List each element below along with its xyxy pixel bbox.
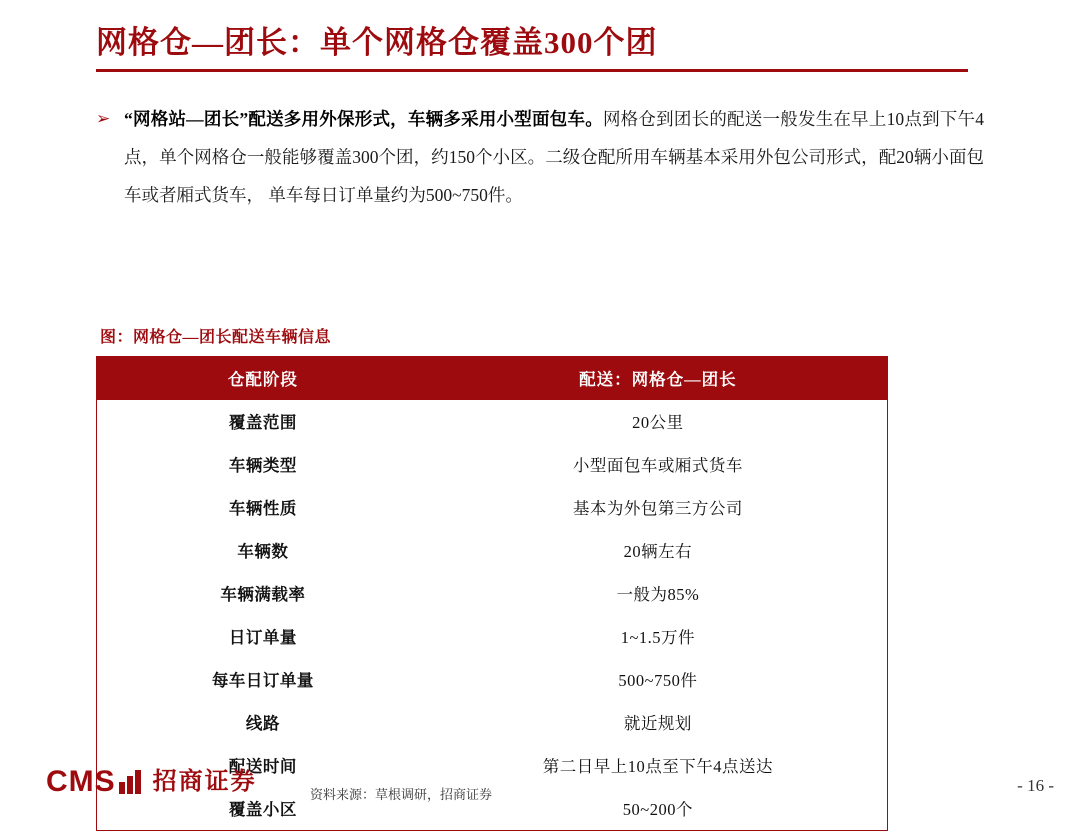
bullet-text <box>124 100 984 214</box>
row-value: 基本为外包第三方公司 <box>572 499 743 518</box>
row-value: 50~200个 <box>622 800 693 819</box>
table-row <box>97 400 887 443</box>
page-number: - 16 - <box>1017 776 1054 795</box>
row-label: 车辆数 <box>237 542 289 561</box>
source-note: 资料来源：草根调研，招商证券 <box>310 787 493 802</box>
table-row <box>97 658 887 701</box>
row-label: 日订单量 <box>228 628 297 647</box>
row-value: 第二日早上10点至下午4点送达 <box>542 757 774 776</box>
page-title: 网格仓—团长：单个网格仓覆盖300个团 <box>96 25 658 60</box>
figure-caption: 图：网格仓—团长配送车辆信息 <box>100 329 332 346</box>
table-row <box>97 443 887 486</box>
row-value: 就近规划 <box>623 714 692 733</box>
bullet-marker-icon: ➢ <box>96 109 111 128</box>
bullet-paragraph <box>96 100 984 214</box>
table-row <box>97 701 887 744</box>
logo-bars-icon <box>119 770 145 794</box>
row-value: 20公里 <box>632 413 684 432</box>
row-value: 1~1.5万件 <box>620 628 696 647</box>
title-block <box>96 24 996 72</box>
row-label: 覆盖范围 <box>228 413 297 432</box>
row-label: 每车日订单量 <box>211 671 314 690</box>
row-label: 车辆类型 <box>228 456 297 475</box>
bullet-rest-text: 网格仓到团长的配送一般发生在早上10点到下午4点，单个网格仓一般能够覆盖300个团，约150个小区。二级仓配所用车辆基本采用外包公司形式，配20辆小面包车或者厢式货车， 单车每日订单量约为500~750件。 <box>124 109 985 205</box>
row-label: 车辆性质 <box>228 499 297 518</box>
logo-chinese-name: 招商证券 <box>152 769 257 795</box>
table-row <box>97 572 887 615</box>
row-label: 覆盖小区 <box>228 800 297 819</box>
row-label: 线路 <box>245 714 280 733</box>
row-value: 一般为85% <box>616 585 700 604</box>
table-row <box>97 615 887 658</box>
company-logo <box>46 760 257 804</box>
title-underline <box>96 69 968 72</box>
row-label: 配送时间 <box>228 757 297 776</box>
table-row <box>97 486 887 529</box>
bullet-lead-text: “网格站—团长”配送多用外保形式，车辆多采用小型面包车。 <box>124 109 603 129</box>
row-value: 20辆左右 <box>623 542 693 561</box>
row-value: 小型面包车或厢式货车 <box>572 456 743 475</box>
table-header-row <box>97 357 887 400</box>
row-value: 500~750件 <box>618 671 698 690</box>
table-row <box>97 529 887 572</box>
logo-text: CMS <box>46 765 116 798</box>
table-header-stage: 仓配阶段 <box>97 357 429 400</box>
table-header-delivery: 配送：网格仓—团长 <box>429 357 887 400</box>
row-label: 车辆满载率 <box>220 585 306 604</box>
